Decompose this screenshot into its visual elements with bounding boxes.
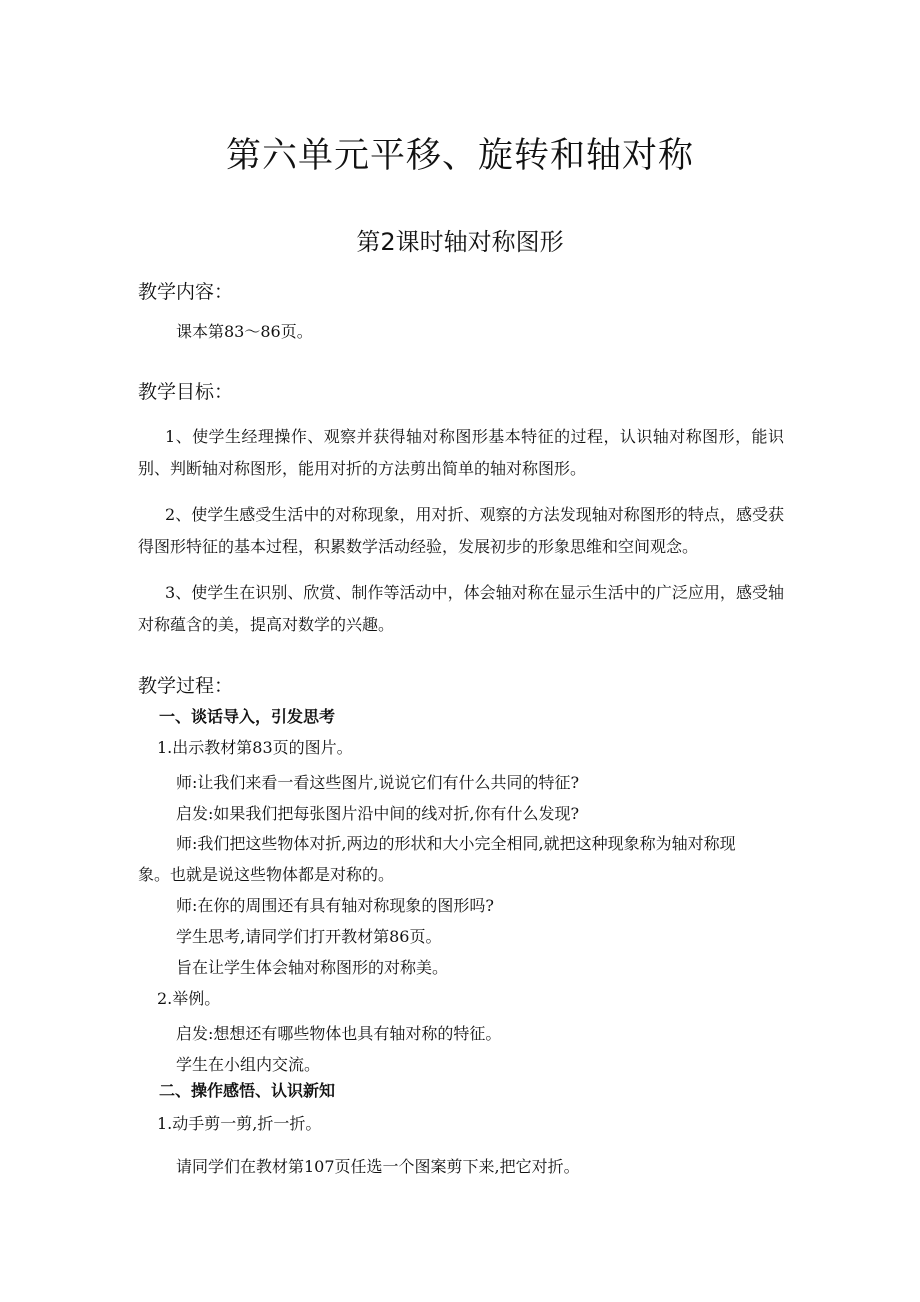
section-1-line-3a: 师:我们把这些物体对折,两边的形状和大小完全相同,就把这种现象称为轴对称现: [176, 834, 736, 853]
section-1-line-8: 学生在小组内交流。: [176, 1055, 321, 1074]
goal-item-3: 3、使学生在识别、欣赏、制作等活动中，体会轴对称在显示生活中的广泛应用，感受轴对称蕴含的美，提高对数学的兴趣。: [138, 583, 784, 634]
goal-item-2: 2、使学生感受生活中的对称现象，用对折、观察的方法发现轴对称图形的特点，感受获得图形特征的基本过程，积累数学活动经验，发展初步的形象思维和空间观念。: [138, 505, 784, 556]
section-1-line-6: 旨在让学生体会轴对称图形的对称美。: [176, 958, 449, 977]
section-1-line-4: 师:在你的周围还有具有轴对称现象的图形吗?: [176, 896, 494, 915]
content-heading: 教学内容：: [138, 281, 234, 303]
section-1-line-2: 启发:如果我们把每张图片沿中间的线对折,你有什么发现?: [176, 804, 580, 823]
section-1-line-3b: 象。也就是说这些物体都是对称的。: [138, 865, 395, 884]
section-1-title: 一、谈话导入，引发思考: [159, 707, 336, 726]
document-title: 第六单元平移、旋转和轴对称: [225, 136, 694, 176]
process-heading: 教学过程：: [138, 675, 234, 697]
section-1-line-1: 师:让我们来看一看这些图片,说说它们有什么共同的特征?: [176, 773, 580, 792]
section-2-title: 二、操作感悟、认识新知: [159, 1081, 336, 1100]
content-text: 课本第83～86页。: [176, 322, 313, 341]
goals-heading: 教学目标：: [138, 381, 234, 403]
section-1-line-5: 学生思考,请同学们打开教材第86页。: [176, 927, 442, 946]
section-1-line-7: 启发:想想还有哪些物体也具有轴对称的特征。: [176, 1024, 502, 1043]
section-1-step-2: 2.举例。: [157, 989, 221, 1008]
section-2-line-1: 请同学们在教材第107页任选一个图案剪下来,把它对折。: [176, 1157, 580, 1176]
goal-item-1: 1、使学生经理操作、观察并获得轴对称图形基本特征的过程，认识轴对称图形，能识别、判断轴对称图形，能用对折的方法剪出简单的轴对称图形。: [138, 427, 784, 478]
section-1-step-1: 1.出示教材第83页的图片。: [157, 738, 353, 757]
lesson-subtitle: 第2课时轴对称图形: [356, 228, 564, 256]
section-2-step-1: 1.动手剪一剪,折一折。: [157, 1114, 322, 1133]
